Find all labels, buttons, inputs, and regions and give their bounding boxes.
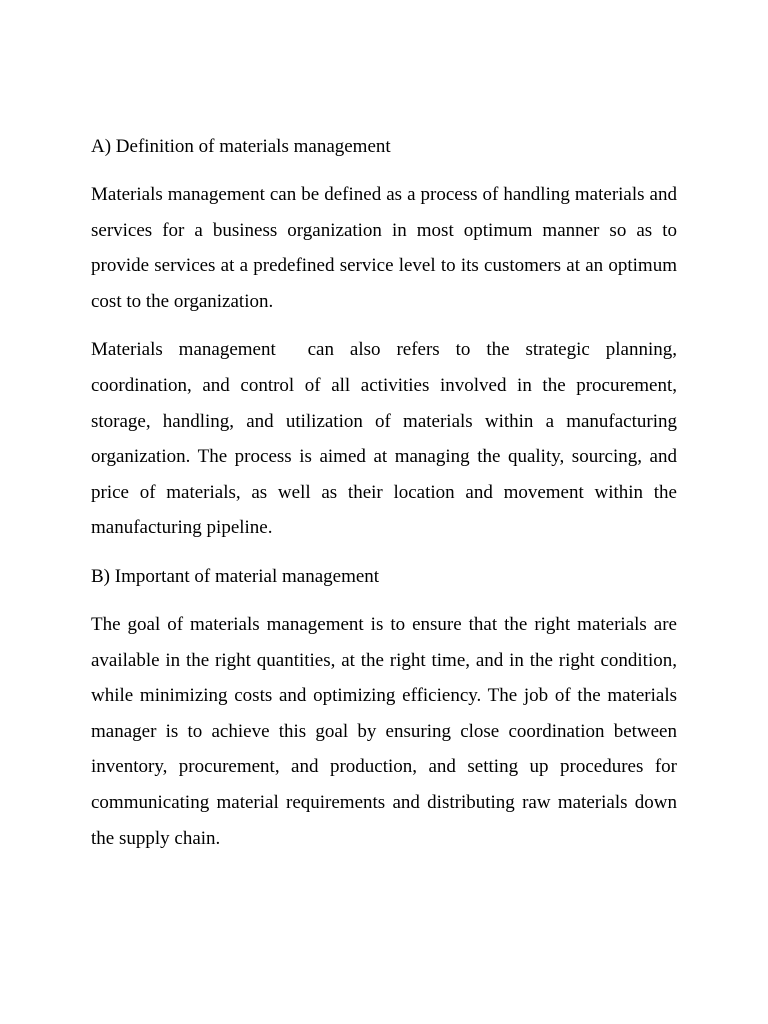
section-b-paragraph-1: The goal of materials management is to ensure that the right materials are available in the right quantities, at the right time, and in the right condition, while minimizing costs and optimizing efficiency. The job of the materials manager is to achieve this goal by ensuring close coordination between inventory, procurement, and production, and setting up procedures for communicating material requirements and distributing raw materials down the supply chain. [91,613,682,849]
section-a-heading: A) Definition of materials management [91,136,391,157]
section-b-heading: B) Important of material management [91,565,380,587]
section-a-paragraph-2: Materials management can also refers to the strategic planning, coordination, and control of all activities involved in the procurement, storage, handling, and utilization of materials within a manufacturing organization. The process is aimed at managing the quality, sourcing, and price of materials, as well as their location and movement within the manufacturing pipeline. [91,339,682,539]
document-page [91,129,682,869]
section-a-paragraph-1: Materials management can be defined as a process of handling materials and services for a business organization in most optimum manner so as to provide services at a predefined service level to its customers at an optimum cost to the organization. [91,184,682,312]
